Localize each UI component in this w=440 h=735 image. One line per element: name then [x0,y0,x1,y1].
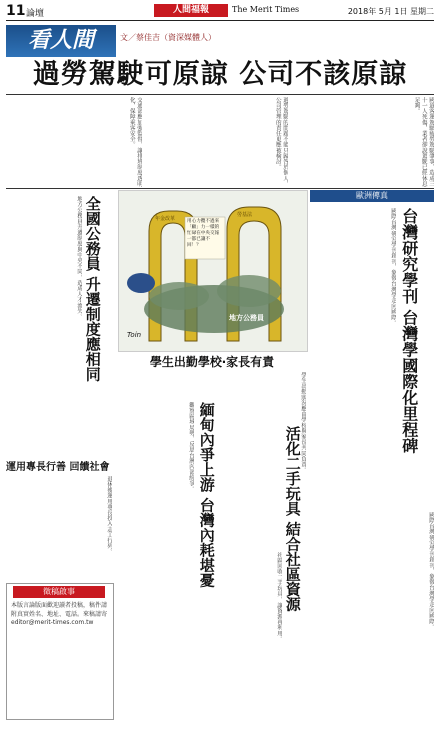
main-headline: 過勞駕駛可原諒 公司不該原諒 [32,59,408,90]
newspaper-logo-en: The Merit Times [232,5,300,14]
page-number: 11 [6,3,26,19]
taiwan-studies-headline: 台灣研究學刊 台灣學國際化里程碑 [399,208,419,454]
divider [6,94,434,95]
editorial-cartoon [118,190,308,352]
dateline: 2018年 5月 1日 星期二 [347,7,434,16]
toys-text: 社區回收二手玩具，讓資源再利用。 [276,552,282,642]
article-paragraph: 交通部應加強監督，讓排班制度透明化，保障乘客安全。 [128,97,142,187]
volunteer-headline: 運用專長行善 回饋社會 [6,462,110,473]
article-paragraph: 國道客運駕駛疲勞駕駛肇事，造成三十一人死傷，業者卻說駕駛已經休息足夠。 [413,97,434,187]
byline: 文／蔡佳吉（資深媒體人） [120,33,216,42]
taiwan-studies-text: 國際台灣研究學刊創刊，象徵台灣學走向國際。 [390,208,396,326]
school-text: 學生出勤狀況應由學校與家長共同負責。 [300,372,306,473]
divider [6,188,434,189]
masthead [6,2,434,21]
european-tag: 歐洲傳真 [310,190,434,202]
toys-headline: 活化二手玩具 結合社區資源 [283,426,302,612]
volunteer-text: 退休後運用專長投入志工行列。 [106,476,112,555]
newspaper-logo: 人間福報 [154,4,228,17]
myanmar-text: 觀察區域局勢，反思台灣內部紛爭。 [188,402,194,492]
column-banner: 看人間 [6,25,116,57]
myanmar-headline: 緬甸內爭上游 台灣內耗堪憂 [197,402,216,588]
civil-headline: 全國公務員 升遷制度應相同 [83,196,102,382]
pillar-label: 年金改革 [155,216,176,222]
notice-text: 本版言論版面歡迎讀者投稿，稿件請附真實姓名、地址、電話。來稿請寄 editor@merit-times.com.tw [11,602,108,627]
cartoonist-signature: Toin [127,331,142,339]
taiwan-studies-text-cont: 國際台灣研究學刊創刊，象徵台灣學走向國際。 [428,512,434,630]
main-article [6,97,434,187]
submission-notice [6,583,114,720]
civil-text: 地方公務員升遷制度與中央不同，造成人才流失。 [76,196,82,320]
cartoon-illustration [119,191,307,351]
cartoon-caption: 地方公務員 [229,314,264,322]
section-name: 論壇 [26,9,45,19]
speech-bubble: 用心力攬不過來「顧」力一樣的忙碌在中央交報一都已讓不回！？ [187,219,220,248]
article-paragraph: 過勞駕駛的問題不能只歸咎於個人，公司管理的責任更應被檢討。 [274,97,288,187]
school-headline: 學生出勤學校‧家長有責 [149,355,275,369]
notice-title: 徵稿啟事 [13,586,105,598]
pillar-label: 勞基法 [237,212,253,218]
